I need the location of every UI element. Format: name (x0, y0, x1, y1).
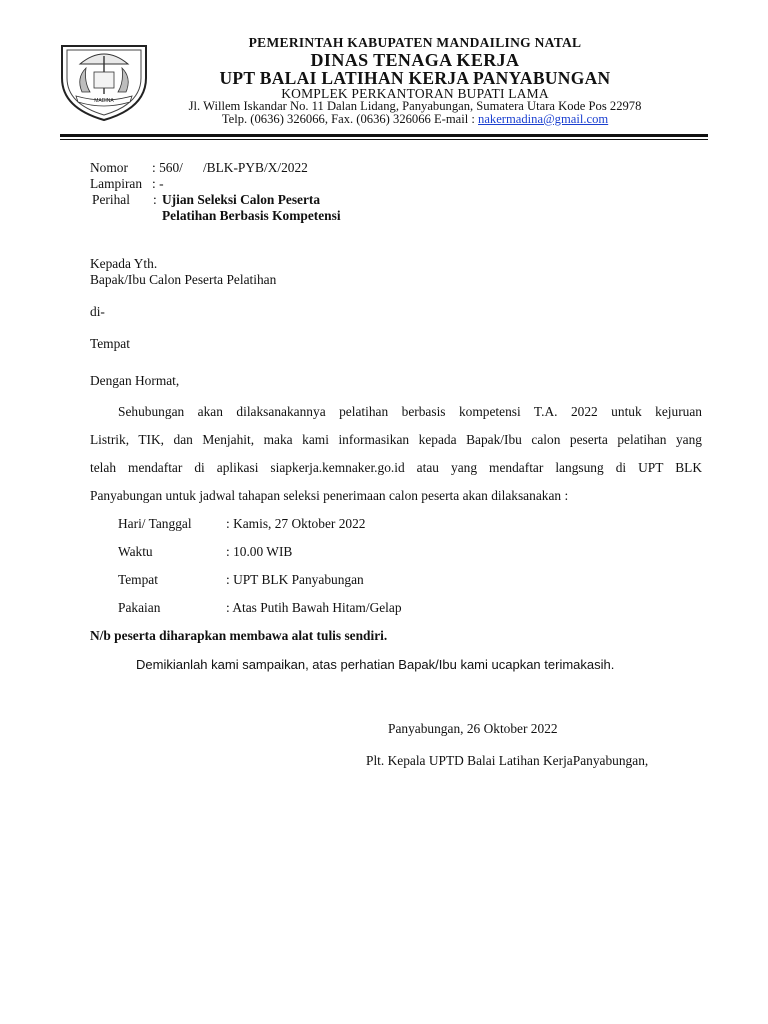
greeting: Dengan Hormat, (90, 373, 180, 388)
recipient-name: Bapak/Ibu Calon Peserta Pelatihan (90, 272, 277, 287)
header-government: PEMERINTAH KABUPATEN MANDAILING NATAL (248, 35, 582, 50)
regency-logo (58, 38, 150, 122)
paragraph-line-3: telah mendaftar di aplikasi siapkerja.kemnaker.go.id atau yang mendaftar langsung di UPT BLK (90, 460, 702, 475)
perihal-line-1: Ujian Seleksi Calon Peserta (162, 192, 321, 207)
recipient-di: di- (90, 304, 105, 319)
svg-text:MADINA: MADINA (94, 98, 114, 104)
header-address: Jl. Willem Iskandar No. 11 Dalan Lidang, Panyabungan, Sumatera Utara Kode Pos 22978 (188, 99, 642, 113)
detail-label-date: Hari/ Tanggal (118, 516, 192, 531)
recipient-tempat: Tempat (90, 336, 130, 351)
header-unit: UPT BALAI LATIHAN KERJA PANYABUNGAN (219, 68, 611, 88)
nomor-label: Nomor (90, 160, 128, 175)
header-contact: Telp. (0636) 326066, Fax. (0636) 326066 E-mail : nakermadina@gmail.com (221, 112, 609, 126)
paragraph-line-1: Sehubungan akan dilaksanakannya pelatihan berbasis kompetensi T.A. 2022 untuk kejuruan (118, 404, 702, 419)
paragraph-line-2: Listrik, TIK, dan Menjahit, maka kami informasikan kepada Bapak/Ibu calon peserta pelatihan yang (90, 432, 702, 447)
perihal-label: Perihal (92, 192, 130, 207)
email-link[interactable]: nakermadina@gmail.com (478, 112, 609, 126)
perihal-line-2: Pelatihan Berbasis Kompetensi (162, 208, 341, 223)
header-rule-thin (60, 139, 708, 140)
recipient-kepada: Kepada Yth. (90, 256, 158, 271)
place-date: Panyabungan, 26 Oktober 2022 (388, 721, 558, 736)
lampiran-value: : - (152, 176, 164, 191)
detail-value-date: : Kamis, 27 Oktober 2022 (226, 516, 366, 531)
closing: Demikianlah kami sampaikan, atas perhatian Bapak/Ibu kami ucapkan terimakasih. (136, 657, 615, 672)
detail-value-place: : UPT BLK Panyabungan (226, 572, 364, 587)
lampiran-label: Lampiran (90, 176, 143, 191)
signatory-position: Plt. Kepala UPTD Balai Latihan KerjaPanyabungan, (366, 753, 649, 768)
note: N/b peserta diharapkan membawa alat tulis sendiri. (90, 628, 388, 643)
header-rule (60, 134, 708, 137)
detail-value-attire: : Atas Putih Bawah Hitam/Gelap (226, 600, 402, 615)
nomor-value: : 560/ /BLK-PYB/X/2022 (152, 160, 308, 175)
paragraph-line-4: Panyabungan untuk jadwal tahapan seleksi penerimaan calon peserta akan dilaksanakan : (90, 488, 569, 503)
detail-label-attire: Pakaian (118, 600, 161, 615)
header-complex: KOMPLEK PERKANTORAN BUPATI LAMA (281, 86, 549, 101)
detail-value-time: : 10.00 WIB (226, 544, 293, 559)
detail-label-time: Waktu (118, 544, 153, 559)
perihal-colon: : (153, 192, 157, 207)
detail-label-place: Tempat (118, 572, 158, 587)
header-department: DINAS TENAGA KERJA (310, 50, 520, 70)
